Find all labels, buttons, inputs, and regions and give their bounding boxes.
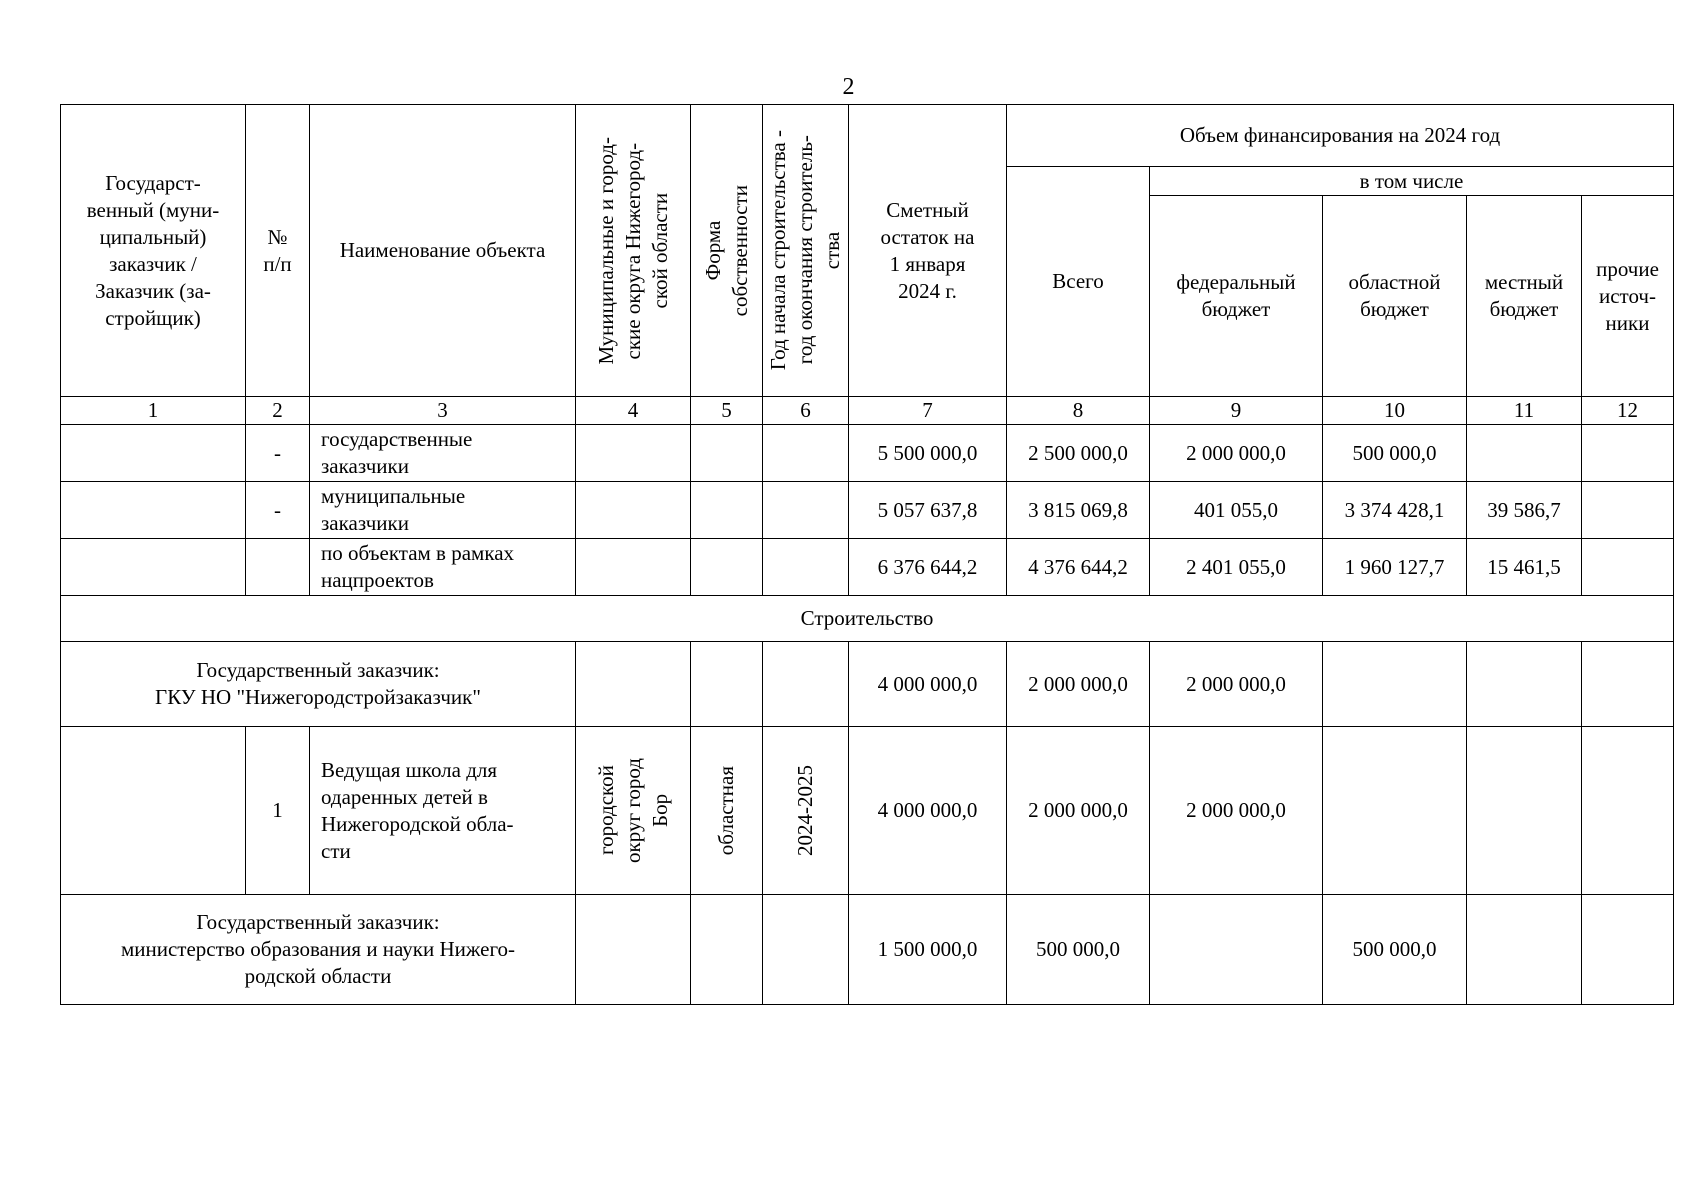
column-number-row [61, 397, 1674, 425]
financing-table [60, 104, 1674, 1005]
regional-value: 3 374 428,1 [1323, 482, 1467, 539]
estimate-value: 1 500 000,0 [849, 895, 1007, 1005]
total-value: 3 815 069,8 [1007, 482, 1150, 539]
table-cell [576, 642, 691, 727]
total-value: 2 500 000,0 [1007, 425, 1150, 482]
row-label: муниципальные заказчики [310, 482, 576, 539]
table-cell [763, 895, 849, 1005]
other-value [1582, 727, 1674, 895]
table-cell [691, 425, 763, 482]
table-cell [61, 482, 246, 539]
local-value: 39 586,7 [1467, 482, 1582, 539]
column-number: 2 [246, 397, 310, 425]
column-number: 7 [849, 397, 1007, 425]
table-cell [763, 425, 849, 482]
header-ownership-form: Форма собственности [691, 105, 763, 397]
header-object-name: Наименование объекта [310, 105, 576, 397]
row-label: по объектам в рамках нацпроектов [310, 539, 576, 596]
column-number: 6 [763, 397, 849, 425]
customer-label: Государственный заказчик: министерство образования и науки Нижего- родской области [61, 895, 576, 1005]
other-value [1582, 482, 1674, 539]
object-years: 2024-2025 [763, 727, 849, 895]
table-cell [576, 539, 691, 596]
estimate-value: 4 000 000,0 [849, 642, 1007, 727]
table-cell [61, 425, 246, 482]
table-cell [576, 482, 691, 539]
regional-value: 500 000,0 [1323, 895, 1467, 1005]
regional-value [1323, 727, 1467, 895]
estimate-value: 5 500 000,0 [849, 425, 1007, 482]
regional-value: 500 000,0 [1323, 425, 1467, 482]
regional-value [1323, 642, 1467, 727]
table-cell [763, 539, 849, 596]
column-number: 4 [576, 397, 691, 425]
table-cell [61, 727, 246, 895]
column-number: 5 [691, 397, 763, 425]
table-cell [691, 895, 763, 1005]
header-funding-title: Объем финансирования на 2024 год [1007, 105, 1674, 167]
header-regional-budget: областной бюджет [1323, 196, 1467, 397]
header-municipal-district: Муниципальные и город- ские округа Нижегород- ской области [576, 105, 691, 397]
table-cell [576, 425, 691, 482]
local-value [1467, 727, 1582, 895]
header-local-budget: местный бюджет [1467, 196, 1582, 397]
regional-value: 1 960 127,7 [1323, 539, 1467, 596]
local-value: 15 461,5 [1467, 539, 1582, 596]
column-number: 8 [1007, 397, 1150, 425]
row-label: государственные заказчики [310, 425, 576, 482]
page-number: 2 [842, 74, 855, 100]
column-number: 10 [1323, 397, 1467, 425]
local-value [1467, 895, 1582, 1005]
total-value: 2 000 000,0 [1007, 727, 1150, 895]
column-number: 11 [1467, 397, 1582, 425]
federal-value: 2 000 000,0 [1150, 727, 1323, 895]
header-total: Всего [1007, 167, 1150, 397]
table-cell [691, 539, 763, 596]
summary-row-municipal-customers [61, 482, 1674, 539]
table-cell [576, 895, 691, 1005]
estimate-value: 5 057 637,8 [849, 482, 1007, 539]
other-value [1582, 539, 1674, 596]
summary-row-national-projects [61, 539, 1674, 596]
table-cell: - [246, 482, 310, 539]
header-construction-years: Год начала строительства - год окончания строитель- ства [763, 105, 849, 397]
object-ownership: областная [691, 727, 763, 895]
object-row-school [61, 727, 1674, 895]
customer-row-gku [61, 642, 1674, 727]
table-cell: - [246, 425, 310, 482]
total-value: 4 376 644,2 [1007, 539, 1150, 596]
table-cell [763, 642, 849, 727]
object-number: 1 [246, 727, 310, 895]
table-cell [61, 539, 246, 596]
column-number: 1 [61, 397, 246, 425]
estimate-value: 4 000 000,0 [849, 727, 1007, 895]
table-cell [246, 539, 310, 596]
column-number: 3 [310, 397, 576, 425]
federal-value: 2 000 000,0 [1150, 642, 1323, 727]
total-value: 2 000 000,0 [1007, 642, 1150, 727]
object-name: Ведущая школа для одаренных детей в Нижегородской обла- сти [310, 727, 576, 895]
other-value [1582, 642, 1674, 727]
total-value: 500 000,0 [1007, 895, 1150, 1005]
header-customer: Государст- венный (муни- ципальный) заказчик / Заказчик (за- стройщик) [61, 105, 246, 397]
header-other-sources: прочие источ- ники [1582, 196, 1674, 397]
header-federal-budget: федеральный бюджет [1150, 196, 1323, 397]
header-including: в том числе [1150, 167, 1674, 196]
federal-value [1150, 895, 1323, 1005]
customer-label: Государственный заказчик: ГКУ НО "Нижегородстройзаказчик" [61, 642, 576, 727]
column-number: 9 [1150, 397, 1323, 425]
estimate-value: 6 376 644,2 [849, 539, 1007, 596]
table-cell [763, 482, 849, 539]
header-number: № п/п [246, 105, 310, 397]
object-municipal: городской округ город Бор [576, 727, 691, 895]
table-cell [691, 482, 763, 539]
column-number: 12 [1582, 397, 1674, 425]
other-value [1582, 425, 1674, 482]
section-title: Строительство [61, 596, 1674, 642]
customer-row-ministry [61, 895, 1674, 1005]
local-value [1467, 425, 1582, 482]
federal-value: 2 401 055,0 [1150, 539, 1323, 596]
table-cell [691, 642, 763, 727]
federal-value: 401 055,0 [1150, 482, 1323, 539]
summary-row-state-customers [61, 425, 1674, 482]
federal-value: 2 000 000,0 [1150, 425, 1323, 482]
other-value [1582, 895, 1674, 1005]
header-estimate-balance: Сметный остаток на 1 января 2024 г. [849, 105, 1007, 397]
local-value [1467, 642, 1582, 727]
